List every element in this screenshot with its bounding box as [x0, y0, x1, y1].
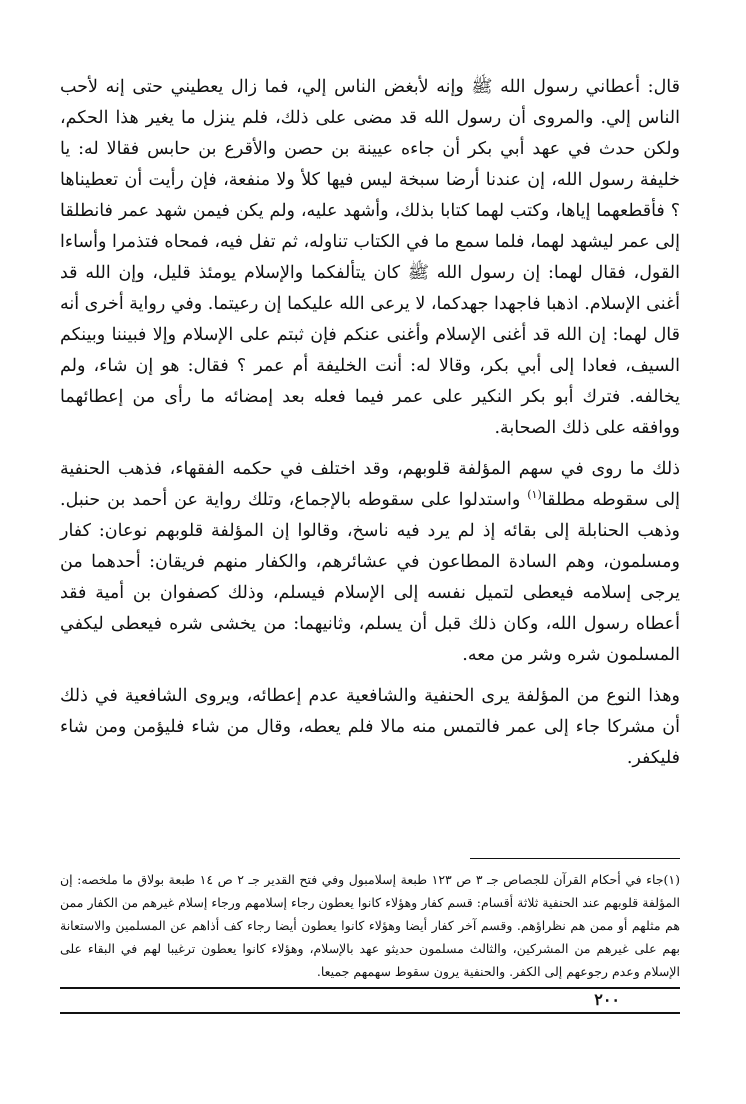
body-paragraph-2-start: ذلك ما روى في سهم المؤلفة قلوبهم، وقد اختلف في حكمه الفقهاء، فذهب الحنفية إلى سقوطه مطلقا — [60, 459, 680, 510]
body-paragraph-3: وهذا النوع من المؤلفة يرى الحنفية والشافعية عدم إعطائه، ويروى الشافعية في ذلك أن مشركا جاء إلى عمر فالتمس منه مالا فلم يعطه، وقال من شاء فليؤمن ومن شاء فليكفر. — [60, 686, 680, 768]
body-paragraph-2 — [60, 454, 680, 671]
page-number: ٢٠٠ — [594, 990, 620, 1009]
body-paragraph-1: قال: أعطاني رسول الله ﷺ وإنه لأبغض الناس إلي، فما زال يعطيني حتى إنه لأحب الناس إلي. والمروى أن رسول الله قد مضى على ذلك، فلم ينزل ما يغير هذا الحكم، ولكن حدث في عهد أبي بكر أن جاءه عيينة بن حصن والأقرع بن حابس فقالا له: يا خليفة رسول الله، إن عندنا أرضا سبخة ليس فيها كلأ ولا منفعة، فإن رأيت أن تعطيناها ؟ فأقطعهما إياها، وكتب لهما كتابا بذلك، وأشهد عليه، ولم يكن فيمن شهد عمر فانطلقا إلى عمر ليشهد لهما، فلما سمع ما في الكتاب تناوله، ثم تفل فيه، فمحاه فتذمرا وأساءا القول، فقال لهما: إن رسول الله ﷺ كان يتألفكما والإسلام يومئذ قليل، وإن الله قد أغنى الإسلام. اذهبا فاجهدا جهدكما، لا يرعى الله عليكما إن رعيتما. وفي رواية أخرى أنه قال لهما: إن الله قد أغنى الإسلام وأغنى عنكم فإن ثبتم على الإسلام وإلا فبيننا وبينكم السيف، فعادا إلى أبي بكر، وقالا له: أنت الخليفة أم عمر ؟ فقال: هو إن شاء، ولم يخالفه. فترك أبو بكر النكير على عمر فيما فعله بعد إمضائه ما رأى من إعطائهما ووافقه على ذلك الصحابة. — [59, 77, 680, 438]
book-page — [60, 72, 680, 1072]
footer-rule-bottom — [60, 1012, 680, 1014]
footnote-text: (١)جاء في أحكام القرآن للجصاص جـ ٣ ص ١٢٣ طبعة إسلامبول وفي فتح القدير جـ ٢ ص ١٤ طبعة بولاق ما ملخصه: إن المؤلفة قلوبهم عند الحنفية ثلاثة أقسام: قسم كفار وهؤلاء كانوا يعطون رجاء إسلامهم ورجاء إسلام غيرهم من الكفار ممن هم مثلهم أو ممن هم نظراؤهم. وقسم آخر كفار أيضا وهؤلاء كانوا يعطون أيضا رجاء كف أذاهم عن المسلمين والاستعانة بهم على غيرهم من المشركين، والثالث مسلمون حديثو عهد بالإسلام، وهؤلاء كانوا يعطون ترغيبا لهم في البقاء على الإسلام وعدم رجوعهم إلى الكفر. والحنفية يرون سقوط سهمهم جميعا. — [60, 872, 681, 979]
footnote-separator-rule — [470, 858, 680, 859]
footnote-reference-marker[interactable]: (١) — [527, 488, 542, 502]
footer-rule-top — [60, 987, 680, 989]
body-paragraph-2-end: واستدلوا على سقوطه بالإجماع، وتلك رواية عن أحمد بن حنبل. وذهب الحنابلة إلى بقائه إذ لم يرد فيه ناسخ، وقالوا إن المؤلفة قلوبهم نوعان: كفار ومسلمون، وهم السادة المطاعون في عشائرهم، والكفار منهم فريقان: أحدهما من يرجى إسلامه فيعطى لتميل نفسه إلى الإسلام فيسلم، وذلك كصفوان بن أمية فقد أعطاه رسول الله، وكان ذلك قبل أن يسلم، وثانيهما: من يخشى شره فيعطى ليكفي المسلمون شره وشر من معه. — [60, 490, 680, 665]
